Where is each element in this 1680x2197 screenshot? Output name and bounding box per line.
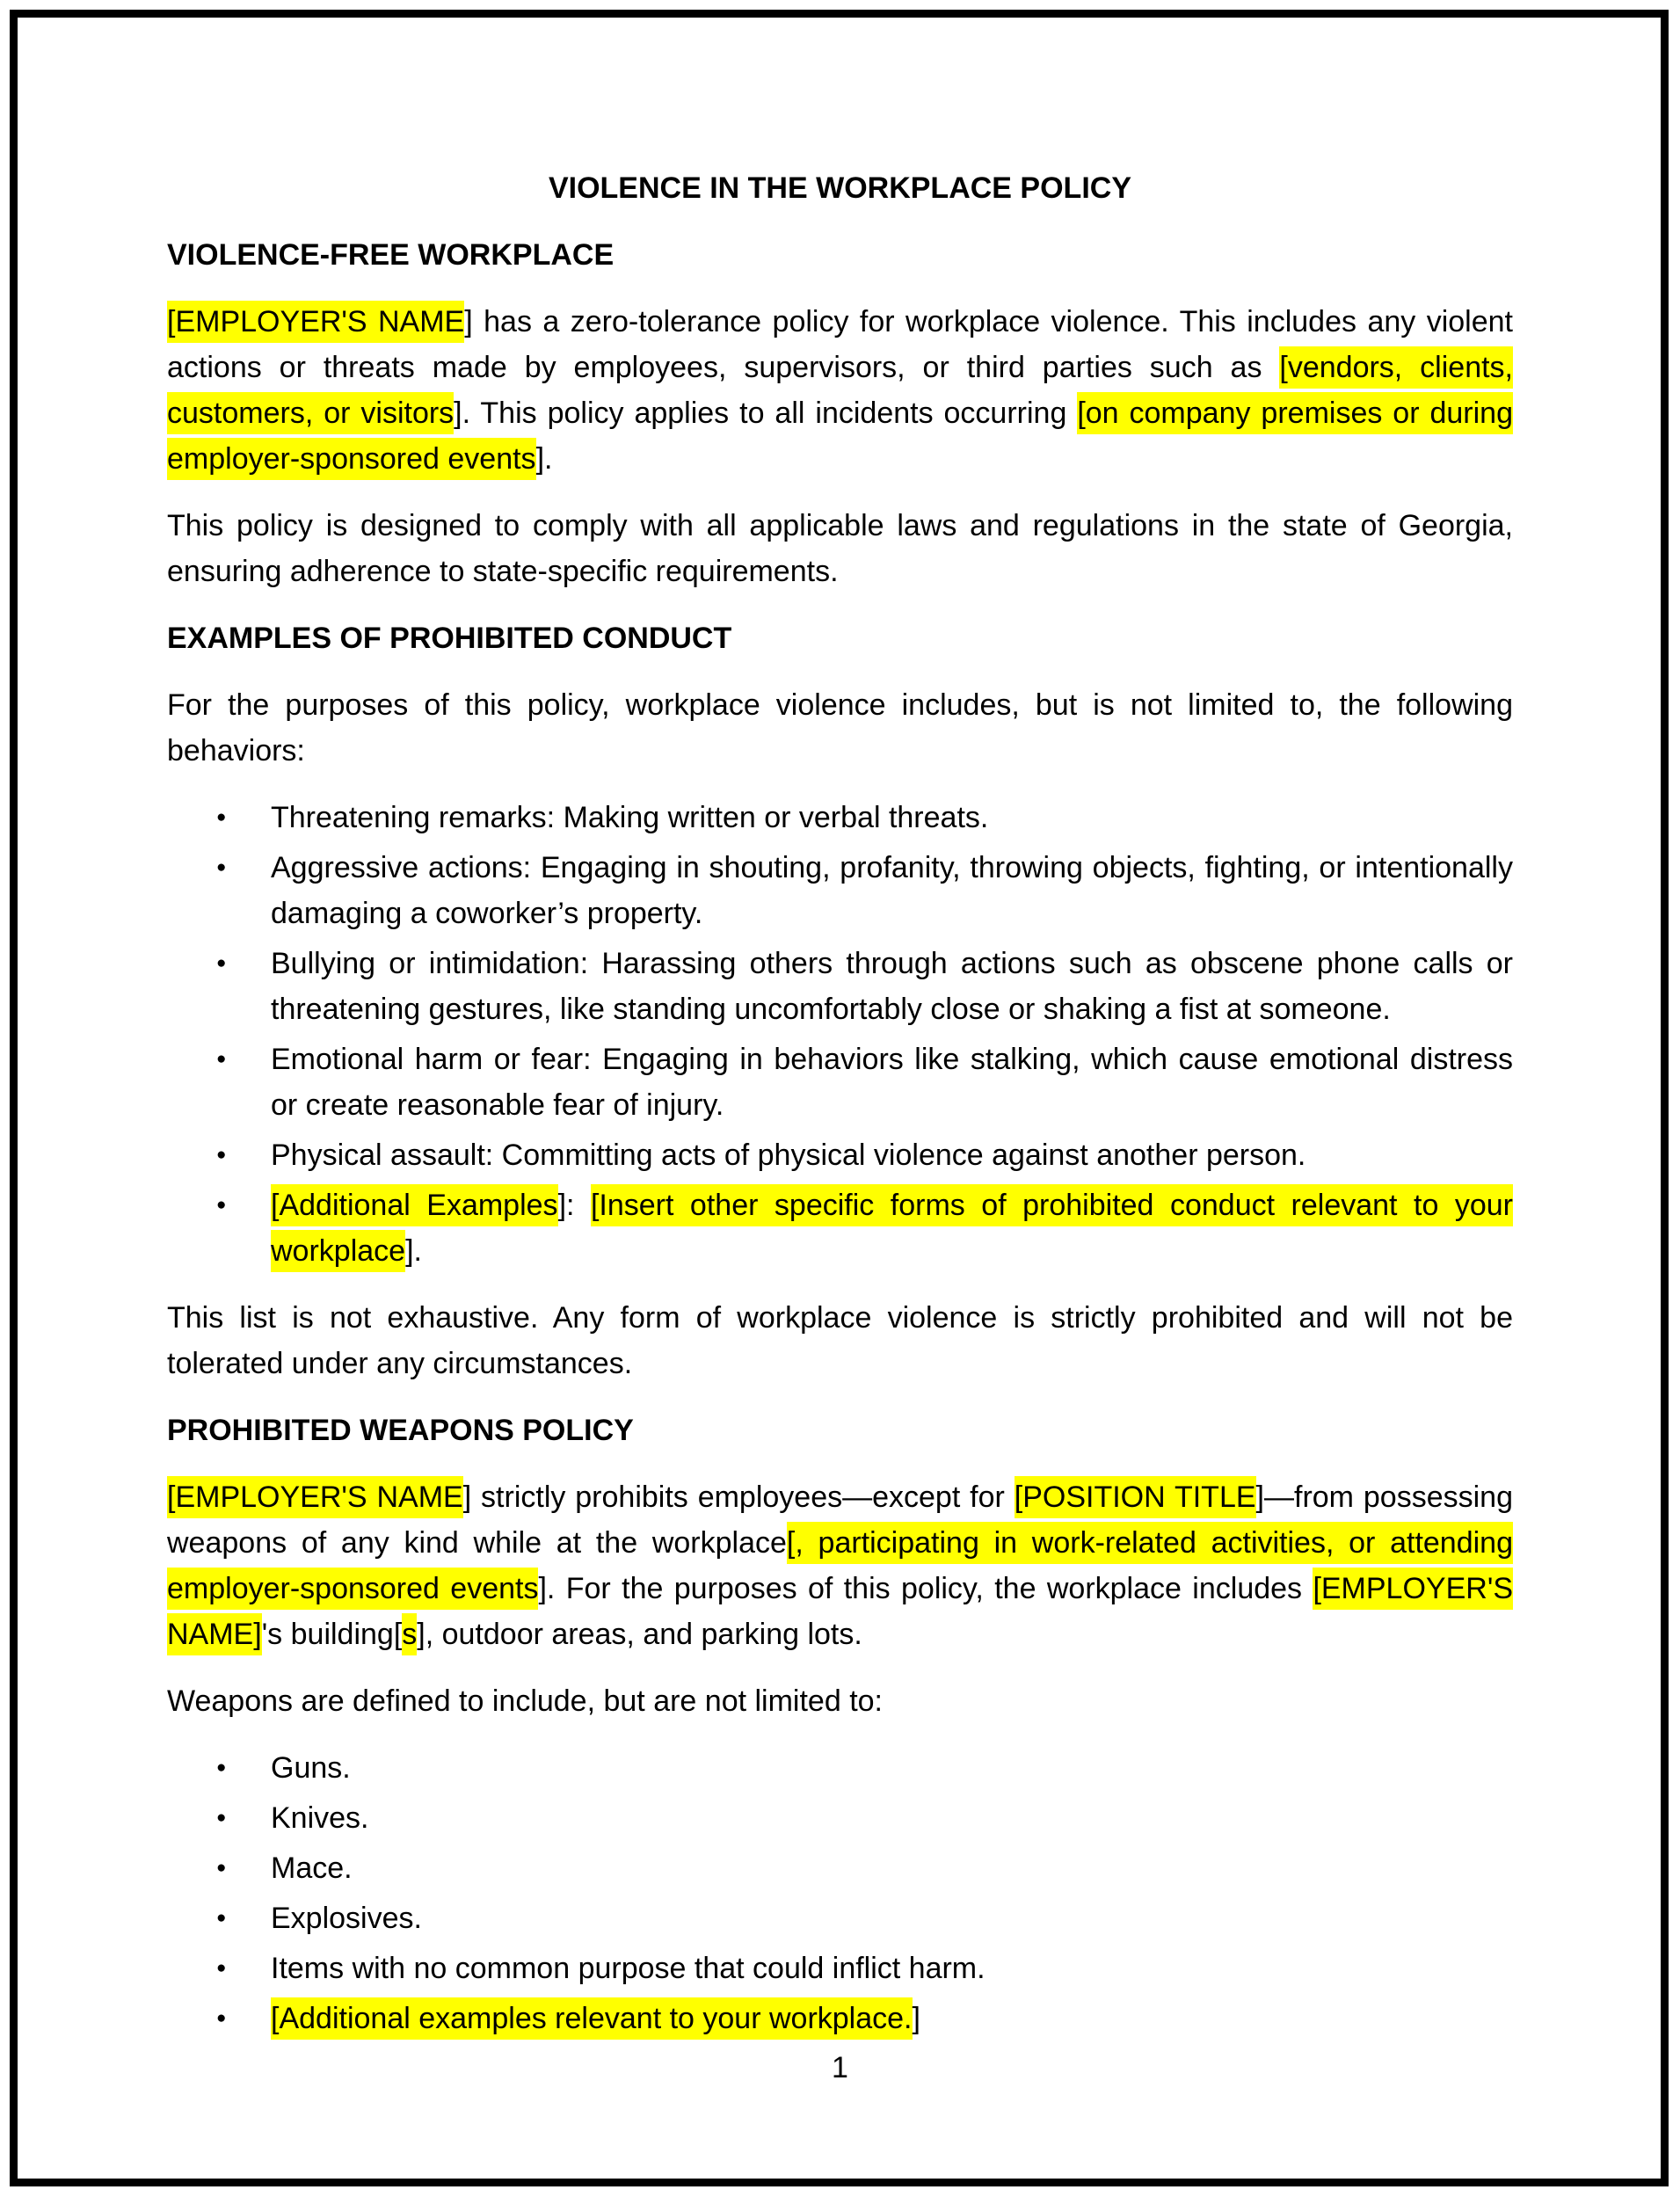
text-run: Explosives. [271,1902,422,1935]
list-item [167,845,1513,936]
paragraph [167,503,1513,594]
bullet-icon: ● [216,1146,227,1164]
text-run: This list is not exhaustive. Any form of workplace violence is strictly prohibited and will not be tolerated under any circumstances. [167,1301,1513,1380]
highlighted-placeholder: [Insert other specific forms of prohibited conduct relevant to your workplace [271,1184,1513,1272]
document-title [167,165,1513,211]
text-run: VIOLENCE IN THE WORKPLACE POLICY [548,171,1132,205]
list-item [167,1895,1513,1941]
text-run: Bullying or intimidation: Harassing others through actions such as obscene phone calls or threatening gestures, like standing uncomfortably close or shaking a fist at someone. [271,947,1513,1026]
paragraph [167,1295,1513,1386]
bullet-icon: ● [216,808,227,826]
text-run: Emotional harm or fear: Engaging in behaviors like stalking, which cause emotional distress or create reasonable fear of injury. [271,1043,1513,1122]
text-run: ] strictly prohibits employees—except for [462,1480,1015,1514]
section-heading [167,232,1513,278]
highlighted-placeholder: [POSITION TITLE [1015,1476,1256,1518]
section-heading [167,615,1513,661]
page-number: 1 [832,2051,848,2084]
text-run: ]. [535,442,553,476]
highlighted-placeholder: [on company premises or during employer-sponsored events [167,392,1513,480]
paragraph [167,682,1513,774]
text-run: ]. For the purposes of this policy, the workplace includes [538,1572,1313,1605]
text-run: ]—from possessing weapons of any kind while at the workplace [167,1480,1513,1560]
bullet-list [167,1745,1513,2041]
bullet-list [167,795,1513,1274]
text-run: Aggressive actions: Engaging in shouting, profanity, throwing objects, fighting, or intentionally damaging a coworker’s property. [271,851,1513,930]
text-run: VIOLENCE-FREE WORKPLACE [167,238,615,272]
list-item [167,1132,1513,1178]
list-item [167,1037,1513,1128]
bullet-icon: ● [216,1808,227,1827]
section-heading [167,1408,1513,1453]
list-item [167,1795,1513,1841]
list-item [167,941,1513,1032]
bullet-icon: ● [216,2009,227,2027]
text-run: This policy is designed to comply with all applicable laws and regulations in the state of Georgia, ensuring adherence to state-specific requirements. [167,509,1513,588]
paragraph [167,299,1513,482]
text-run: ]. This policy applies to all incidents occurring [454,396,1078,430]
bullet-icon: ● [216,1859,227,1877]
highlighted-placeholder: [EMPLOYER'S NAME [167,301,464,343]
list-item [167,1996,1513,2041]
bullet-icon: ● [216,954,227,972]
text-run: Threatening remarks: Making written or verbal threats. [271,801,989,834]
bullet-icon: ● [216,1196,227,1214]
list-item [167,1946,1513,1991]
list-item [167,1845,1513,1891]
bullet-icon: ● [216,1909,227,1927]
text-run: ], outdoor areas, and parking lots. [417,1618,862,1651]
text-run: ] [912,2002,920,2035]
text-run: Physical assault: Committing acts of physical violence against another person. [271,1139,1306,1172]
highlighted-placeholder: [Additional Examples [271,1184,558,1226]
bullet-icon: ● [216,1758,227,1777]
text-run: ] has a zero-tolerance policy for workplace violence. This includes any violent actions or threats made by employees, supervisors, or third parties such as [167,305,1513,384]
text-run: PROHIBITED WEAPONS POLICY [167,1414,634,1447]
text-run: For the purposes of this policy, workplace violence includes, but is not limited to, the following behaviors: [167,688,1513,767]
list-item [167,1182,1513,1274]
document-content [167,165,1513,2062]
paragraph [167,1678,1513,1724]
text-run: Mace. [271,1851,353,1885]
bullet-icon: ● [216,1050,227,1068]
bullet-icon: ● [216,1959,227,1977]
text-run: Guns. [271,1751,351,1785]
highlighted-placeholder: [vendors, clients, customers, or visitors [167,346,1513,434]
list-item [167,795,1513,840]
bullet-icon: ● [216,858,227,877]
text-run: 's building[ [261,1618,403,1651]
paragraph [167,1474,1513,1657]
text-run: ]. [405,1234,422,1268]
text-run: EXAMPLES OF PROHIBITED CONDUCT [167,622,732,655]
highlighted-placeholder: [EMPLOYER'S NAME] [167,1568,1513,1655]
list-item [167,1745,1513,1791]
highlighted-placeholder: [Additional examples relevant to your workplace. [271,1997,913,2040]
text-run: Items with no common purpose that could inflict harm. [271,1952,985,1985]
page-footer [0,2045,1680,2091]
highlighted-placeholder: s [402,1613,417,1655]
text-run: ]: [557,1189,591,1222]
highlighted-placeholder: [, participating in work-related activities, or attending employer-sponsored events [167,1522,1513,1610]
highlighted-placeholder: [EMPLOYER'S NAME [167,1476,463,1518]
text-run: Weapons are defined to include, but are not limited to: [167,1684,883,1718]
text-run: Knives. [271,1801,369,1835]
